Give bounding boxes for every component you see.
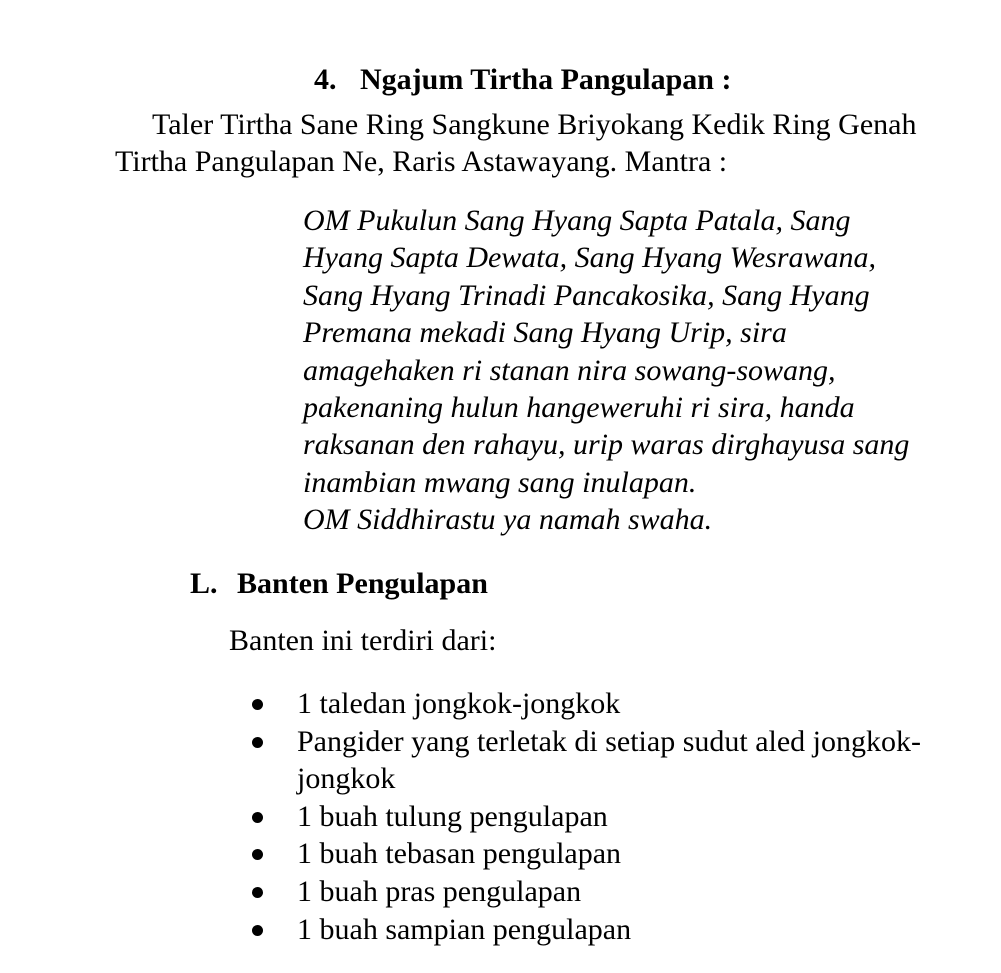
mantra-line: Sang Hyang Trinadi Pancakosika, Sang Hyang bbox=[303, 278, 870, 312]
list-item-text: 1 buah tebasan pengulapan bbox=[297, 837, 622, 871]
section-4-number: 4. bbox=[314, 63, 337, 96]
mantra-line: inambian mwang sang inulapan. bbox=[303, 465, 697, 499]
mantra-line: Premana mekadi Sang Hyang Urip, sira bbox=[303, 316, 787, 350]
mantra-line: raksanan den rahayu, urip waras dirghayusa sang bbox=[303, 428, 910, 462]
offering-list bbox=[252, 685, 921, 948]
mantra-line: amagehaken ri stanan nira sowang-sowang, bbox=[303, 353, 836, 387]
mantra-line: pakenaning hulun hangeweruhi ri sira, handa bbox=[303, 391, 855, 425]
bullet-icon bbox=[252, 887, 263, 898]
list-item bbox=[252, 835, 921, 873]
list-item bbox=[252, 685, 921, 723]
bullet-icon bbox=[252, 699, 263, 710]
section-4-title: Ngajum Tirtha Pangulapan : bbox=[360, 63, 732, 96]
section-l-intro: Banten ini terdiri dari: bbox=[229, 624, 497, 657]
list-item-text: 1 buah tulung pengulapan bbox=[297, 799, 608, 833]
bullet-icon bbox=[252, 925, 263, 936]
list-item bbox=[252, 798, 921, 836]
section-l-heading bbox=[190, 566, 488, 602]
section-l-title: Banten Pengulapan bbox=[237, 567, 488, 600]
list-item-text: 1 buah pras pengulapan bbox=[297, 874, 582, 908]
paragraph-line-2: Tirtha Pangulapan Ne, Raris Astawayang. Mantra : bbox=[115, 145, 728, 178]
bullet-icon bbox=[252, 737, 263, 748]
mantra-block bbox=[303, 202, 909, 539]
list-item bbox=[252, 873, 921, 911]
mantra-line: Hyang Sapta Dewata, Sang Hyang Wesrawana, bbox=[303, 241, 877, 275]
list-item-text-continued: jongkok bbox=[297, 762, 396, 796]
bullet-icon bbox=[252, 849, 263, 860]
section-l-letter: L. bbox=[190, 567, 218, 600]
list-item-text: 1 buah sampian pengulapan bbox=[297, 912, 632, 946]
list-item-text: Pangider yang terletak di setiap sudut aled jongkok- bbox=[297, 724, 922, 758]
section-4-heading bbox=[314, 62, 731, 98]
list-item bbox=[252, 911, 921, 949]
list-item bbox=[252, 723, 921, 798]
paragraph-line-1: Taler Tirtha Sane Ring Sangkune Briyokang Kedik Ring Genah bbox=[152, 108, 917, 141]
bullet-icon bbox=[252, 812, 263, 823]
list-item-text: 1 taledan jongkok-jongkok bbox=[297, 687, 621, 720]
mantra-line: OM Pukulun Sang Hyang Sapta Patala, Sang bbox=[303, 204, 851, 237]
mantra-line: OM Siddhirastu ya namah swaha. bbox=[303, 503, 713, 537]
